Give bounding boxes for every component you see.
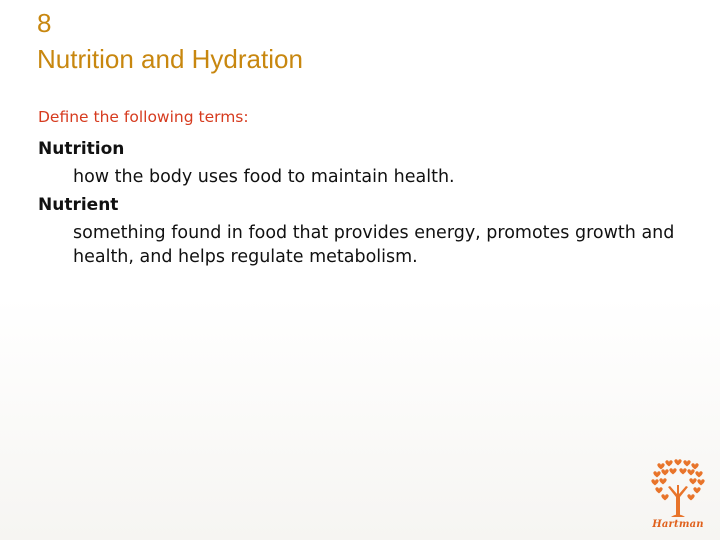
term-nutrient: Nutrient [38,195,119,215]
chapter-title: Nutrition and Hydration [37,44,303,74]
term-nutrition: Nutrition [38,139,125,159]
definition-nutrient: something found in food that provides energy, promotes growth and health, and helps regulate metabolism. [73,223,675,267]
heart-tree-icon [647,457,709,519]
instruction-text: Define the following terms: [38,108,249,126]
terms-list [38,137,678,273]
logo-text: Hartman [652,519,704,530]
chapter-number: 8 [37,8,52,38]
hartman-logo [647,457,709,533]
definition-nutrition: how the body uses food to maintain health. [73,167,455,187]
